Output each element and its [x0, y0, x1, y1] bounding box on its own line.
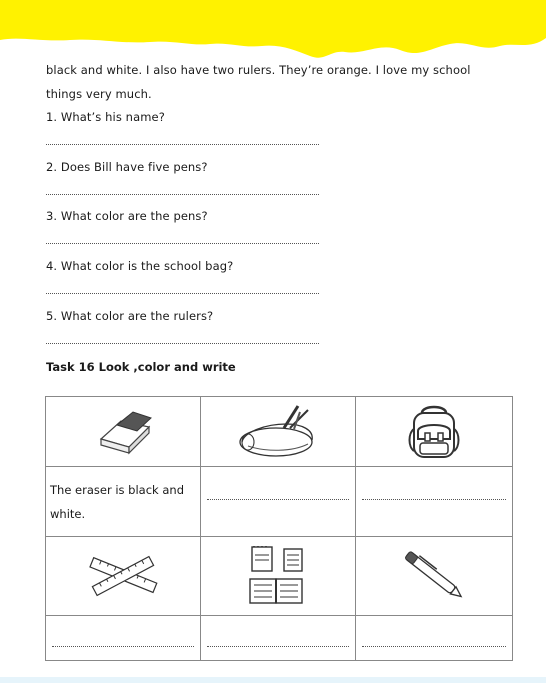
question-1: 1. What’s his name?: [46, 110, 165, 124]
eraser-icon: [93, 409, 153, 455]
grid-cell-eraser: [46, 397, 201, 467]
answer-line-2[interactable]: [46, 194, 319, 195]
question-2: 2. Does Bill have five pens?: [46, 160, 208, 174]
grid-cell-rulers: [46, 537, 201, 616]
passage-line-2: things very much.: [46, 87, 152, 101]
grid-cell-answer-pencil-case[interactable]: [201, 467, 356, 537]
question-5: 5. What color are the rulers?: [46, 309, 214, 323]
answer-line-3[interactable]: [46, 243, 319, 244]
top-decorative-band: [0, 0, 546, 70]
grid-cell-answer-notebooks[interactable]: [201, 616, 356, 661]
rulers-icon: [83, 554, 163, 598]
answer-line-4[interactable]: [46, 293, 319, 294]
school-bag-icon: [404, 403, 464, 461]
grid-cell-pencil-case: [201, 397, 356, 467]
grid-cell-example: [46, 467, 201, 537]
passage-line-1: black and white. I also have two rulers. They’re orange. I love my school: [46, 63, 471, 77]
answer-dotted-line: [362, 646, 506, 647]
example-answer-line-2: white.: [50, 506, 86, 521]
grid-cell-notebooks: [201, 537, 356, 616]
notebooks-icon: [246, 545, 310, 607]
task-title: Task 16 Look ,color and write: [46, 360, 236, 374]
question-3: 3. What color are the pens?: [46, 209, 208, 223]
answer-dotted-line: [207, 499, 349, 500]
answer-line-5[interactable]: [46, 343, 319, 344]
grid-cell-answer-rulers[interactable]: [46, 616, 201, 661]
grid-cell-pen: [356, 537, 513, 616]
answer-dotted-line: [362, 499, 506, 500]
example-answer-line-1: The eraser is black and: [50, 482, 185, 497]
grid-cell-school-bag: [356, 397, 513, 467]
grid-cell-answer-school-bag[interactable]: [356, 467, 513, 537]
task-grid: [45, 396, 513, 661]
answer-dotted-line: [52, 646, 194, 647]
pen-icon: [398, 547, 470, 605]
bottom-decorative-band: [0, 677, 546, 683]
grid-cell-answer-pen[interactable]: [356, 616, 513, 661]
answer-line-1[interactable]: [46, 144, 319, 145]
question-4: 4. What color is the school bag?: [46, 259, 234, 273]
pencil-case-icon: [236, 402, 320, 462]
answer-dotted-line: [207, 646, 349, 647]
